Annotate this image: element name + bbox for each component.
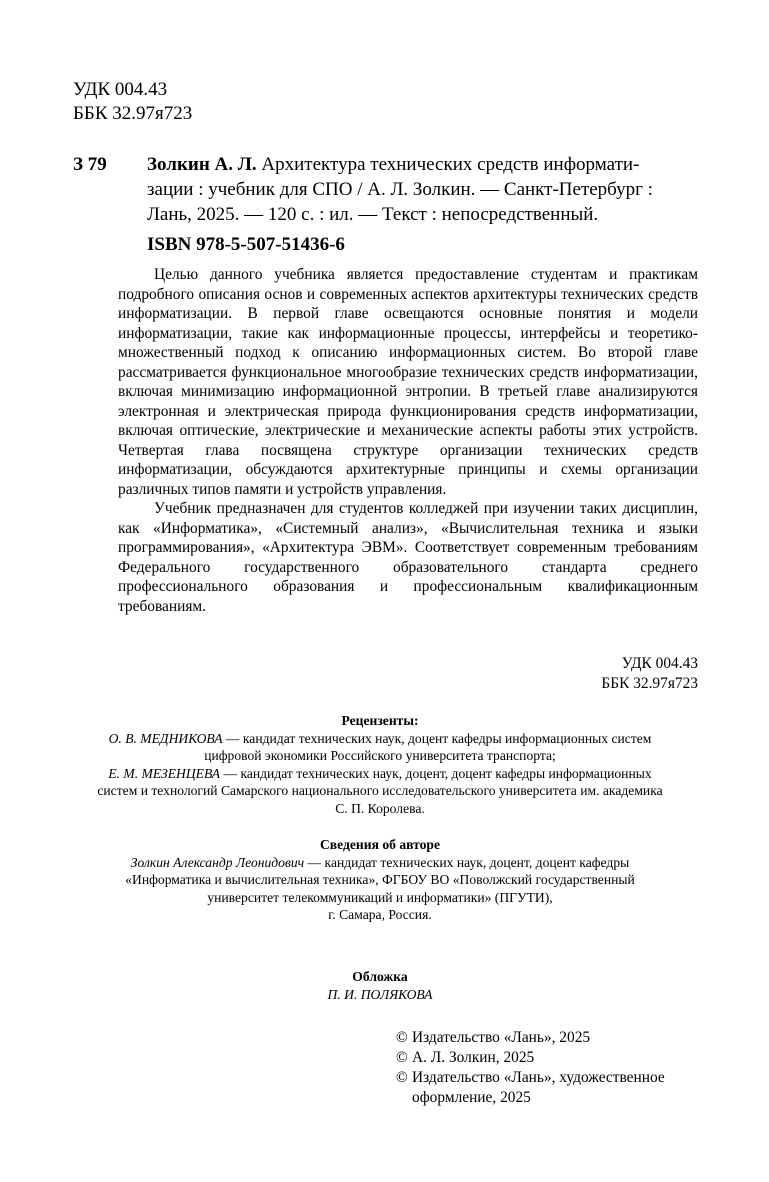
copyright-2 bbox=[396, 1048, 706, 1068]
author-heading: Сведения об авторе bbox=[319, 837, 441, 852]
reviewers-section bbox=[60, 712, 700, 817]
copyright-notices bbox=[396, 1028, 706, 1108]
reviewer-2 bbox=[60, 765, 700, 818]
annotation bbox=[118, 265, 698, 616]
copyright-1 bbox=[396, 1028, 706, 1048]
copyright-3-text-1: Издательство «Лань», художественное bbox=[412, 1069, 665, 1086]
classification-codes-top bbox=[73, 78, 192, 126]
author-line-4: г. Самара, Россия. bbox=[328, 907, 432, 922]
author-name: Золкин Александр Леонидович bbox=[130, 854, 305, 870]
isbn: ISBN 978-5-507-51436-6 bbox=[147, 234, 345, 255]
copyright-icon: © bbox=[396, 1069, 408, 1086]
classification-codes-right bbox=[601, 654, 698, 694]
entry-line-2: зации : учебник для СПО / А. Л. Золкин. — Санкт-Петербург : bbox=[147, 179, 653, 200]
reviewer-2-line-2: систем и технологий Самарского национального исследовательского университета им. академика bbox=[97, 783, 663, 798]
author-line-2: «Информатика и вычислительная техника», ФГБОУ ВО «Поволжский государственный bbox=[125, 872, 635, 887]
author-line-1: — кандидат технических наук, доцент, доцент кафедры bbox=[304, 854, 630, 870]
reviewer-2-line-1: — кандидат технических наук, доцент, доцент кафедры информационных bbox=[220, 765, 652, 781]
author-line-3: университет телекоммуникаций и информатики» (ПГУТИ), bbox=[207, 889, 553, 905]
author-sign: З 79 bbox=[73, 154, 107, 175]
copyright-3-text-2: оформление, 2025 bbox=[412, 1089, 531, 1106]
copyright-icon: © bbox=[396, 1049, 408, 1066]
copyright-3 bbox=[396, 1068, 706, 1088]
bbk-code-right: ББК 32.97я723 bbox=[601, 675, 698, 692]
entry-line-1: Архитектура технических средств информати- bbox=[261, 154, 640, 175]
bibliographic-description bbox=[147, 152, 698, 227]
copyright-2-text: А. Л. Золкин, 2025 bbox=[412, 1049, 535, 1066]
reviewer-1-line-1: — кандидат технических наук, доцент кафедры информационных систем bbox=[222, 730, 652, 746]
copyright-icon: © bbox=[396, 1029, 408, 1046]
cover-section bbox=[60, 968, 700, 1003]
reviewer-1 bbox=[60, 730, 700, 765]
udk-code: УДК 004.43 bbox=[73, 79, 168, 100]
udk-code-right: УДК 004.43 bbox=[621, 655, 698, 672]
bbk-code: ББК 32.97я723 bbox=[73, 103, 193, 124]
entry-author: Золкин А. Л. bbox=[147, 154, 257, 175]
annotation-paragraph-1: Целью данного учебника является предоставление студентам и практикам подробного описания основ и современных аспектов архитектуры технических средств информатизации. В первой главе освещаются основные понятия и модели информатизации, такие как информационные процессы, интерфейсы и теоретико-множественный подход к описанию информационных систем. Во второй главе рассматривается функциональное многообразие технических средств информатизации, включая минимизацию информационной энтропии. В третьей главе анализируются электронная и электрическая природа функционирования средств информатизации, включая оптические, электрические и механические аспекты работы этих устройств. Четвертая глава посвящена структуре организации технических средств информатизации, обсуждаются архитектурные принципы и схемы организации различных типов памяти и устройств управления. bbox=[118, 266, 698, 498]
catalog-entry bbox=[73, 152, 698, 227]
entry-line-3: Лань, 2025. — 120 с. : ил. — Текст : непосредственный. bbox=[147, 204, 599, 225]
author-section bbox=[60, 836, 700, 924]
author-details bbox=[60, 854, 700, 924]
reviewers-heading: Рецензенты: bbox=[341, 713, 419, 728]
reviewer-2-name: Е. М. МЕЗЕНЦЕВА bbox=[108, 765, 221, 781]
copyright-3-continued bbox=[396, 1088, 706, 1108]
reviewer-2-line-3: С. П. Королева. bbox=[335, 800, 425, 816]
reviewer-1-line-2: цифровой экономики Российского университета транспорта; bbox=[204, 748, 556, 763]
cover-heading: Обложка bbox=[352, 969, 408, 984]
cover-designer: П. И. ПОЛЯКОВА bbox=[327, 986, 433, 1002]
annotation-paragraph-2: Учебник предназначен для студентов колледжей при изучении таких дисциплин, как «Информатика», «Системный анализ», «Вычислительная техника и языки программирования», «Архитектура ЭВМ». Соответствует современным требованиям Федерального государственного образовательного стандарта среднего профессионального образования и профессиональным квалификационным требованиям. bbox=[118, 500, 698, 615]
copyright-1-text: Издательство «Лань», 2025 bbox=[412, 1029, 591, 1046]
reviewer-1-name: О. В. МЕДНИКОВА bbox=[108, 730, 223, 746]
